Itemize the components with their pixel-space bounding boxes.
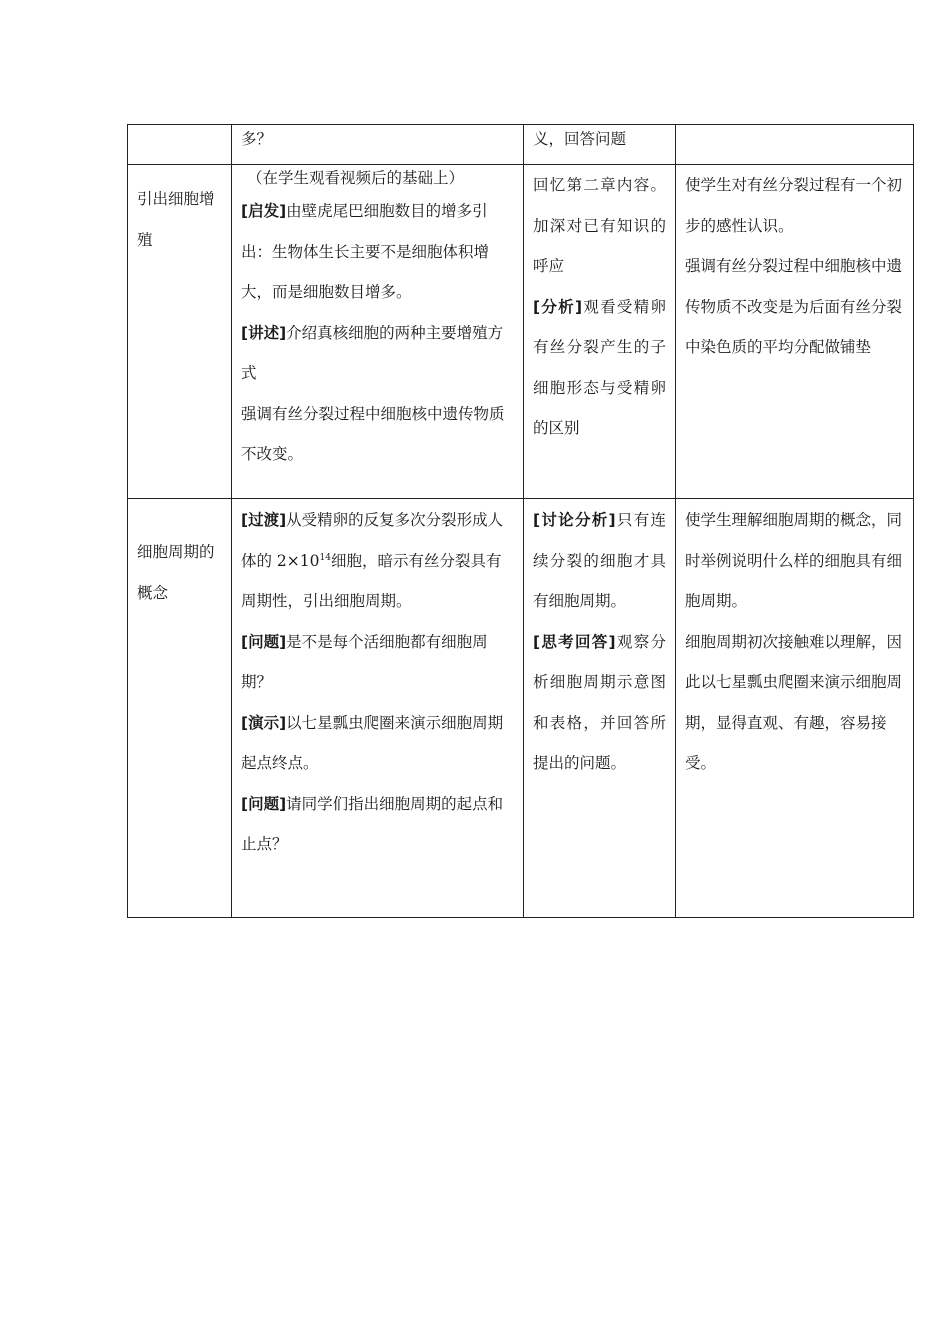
teacher-activity-cell xyxy=(232,165,524,499)
teacher-text: 多？ xyxy=(241,130,273,148)
student-item-text: 只有连续分裂的细胞才具有细胞周期。 xyxy=(533,511,666,610)
activity-tag: [讲述] xyxy=(241,323,287,342)
teacher-item xyxy=(241,703,514,784)
topic-cell xyxy=(128,165,232,499)
lesson-plan-table xyxy=(127,124,914,918)
teacher-activity-cell xyxy=(232,125,524,165)
student-item-text: 观看受精卵有丝分裂产生的子细胞形态与受精卵的区别 xyxy=(533,297,666,437)
student-activity-cell xyxy=(524,165,676,499)
teacher-item-text: 介绍真核细胞的两种主要增殖方式 xyxy=(241,323,504,382)
activity-tag: [分析] xyxy=(533,297,583,316)
teacher-activity-cell xyxy=(232,499,524,918)
teacher-item-text: 请同学们指出细胞周期的起点和止点？ xyxy=(241,794,504,853)
student-item xyxy=(533,165,666,287)
teacher-item xyxy=(241,313,514,394)
table-row xyxy=(128,499,914,918)
teacher-intro-text: （在学生观看视频后的基础上） xyxy=(247,169,465,187)
intent-text: 强调有丝分裂过程中细胞核中遗传物质不改变是为后面有丝分裂中染色质的平均分配做铺垫 xyxy=(685,257,903,356)
topic-cell xyxy=(128,499,232,918)
teacher-item xyxy=(241,191,514,313)
teacher-item-text: 细胞，暗示有丝分裂具有周期性，引出细胞周期。 xyxy=(241,551,502,610)
activity-tag: [思考回答] xyxy=(533,632,616,651)
teacher-item xyxy=(241,784,514,865)
intent-text: 使学生对有丝分裂过程有一个初步的感性认识。 xyxy=(685,176,903,235)
student-activity-cell xyxy=(524,499,676,918)
topic-cell xyxy=(128,125,232,165)
teacher-item xyxy=(241,394,514,475)
student-item-text: 回忆第二章内容。加深对已有知识的呼应 xyxy=(533,176,666,275)
table-row xyxy=(128,165,914,499)
student-item-text: 观察分析细胞周期示意图和表格，并回答所提出的问题。 xyxy=(533,632,666,772)
table-row xyxy=(128,125,914,165)
teacher-item xyxy=(241,622,514,703)
teacher-item-text: 强调有丝分裂过程中细胞核中遗传物质不改变。 xyxy=(241,404,505,463)
activity-tag: [过渡] xyxy=(241,511,287,529)
teacher-item-text: 以七星瓢虫爬圈来演示细胞周期起点终点。 xyxy=(241,713,504,772)
teacher-item-text: 从受精卵的反复多次分裂形成人体的 2×10 xyxy=(241,511,504,570)
activity-tag: [问题] xyxy=(241,794,287,813)
intent-text: 细胞周期初次接触难以理解，因此以七星瓢虫爬圈来演示细胞周期，显得直观、有趣，容易接受。 xyxy=(685,632,903,772)
student-item xyxy=(533,622,666,784)
topic-text: 细胞周期的概念 xyxy=(137,543,215,602)
exponent: 14 xyxy=(319,552,331,563)
teacher-item-text: 是不是每个活细胞都有细胞周期？ xyxy=(241,632,488,691)
teacher-item-text: 由壁虎尾巴细胞数目的增多引出：生物体生长主要不是细胞体积增大，而是细胞数目增多。 xyxy=(241,202,490,301)
intent-text: 使学生理解细胞周期的概念，同时举例说明什么样的细胞具有细胞周期。 xyxy=(685,511,903,610)
student-item xyxy=(533,500,666,622)
student-text: 义，回答问题 xyxy=(533,130,627,148)
design-intent-cell xyxy=(676,499,914,918)
design-intent-cell xyxy=(676,165,914,499)
activity-tag: [问题] xyxy=(241,632,287,651)
design-intent-cell xyxy=(676,125,914,165)
activity-tag: [讨论分析] xyxy=(533,511,616,529)
student-item xyxy=(533,287,666,449)
teacher-item xyxy=(241,500,514,622)
activity-tag: [启发] xyxy=(241,202,287,220)
topic-text: 引出细胞增殖 xyxy=(137,190,215,249)
student-activity-cell xyxy=(524,125,676,165)
activity-tag: [演示] xyxy=(241,713,287,732)
